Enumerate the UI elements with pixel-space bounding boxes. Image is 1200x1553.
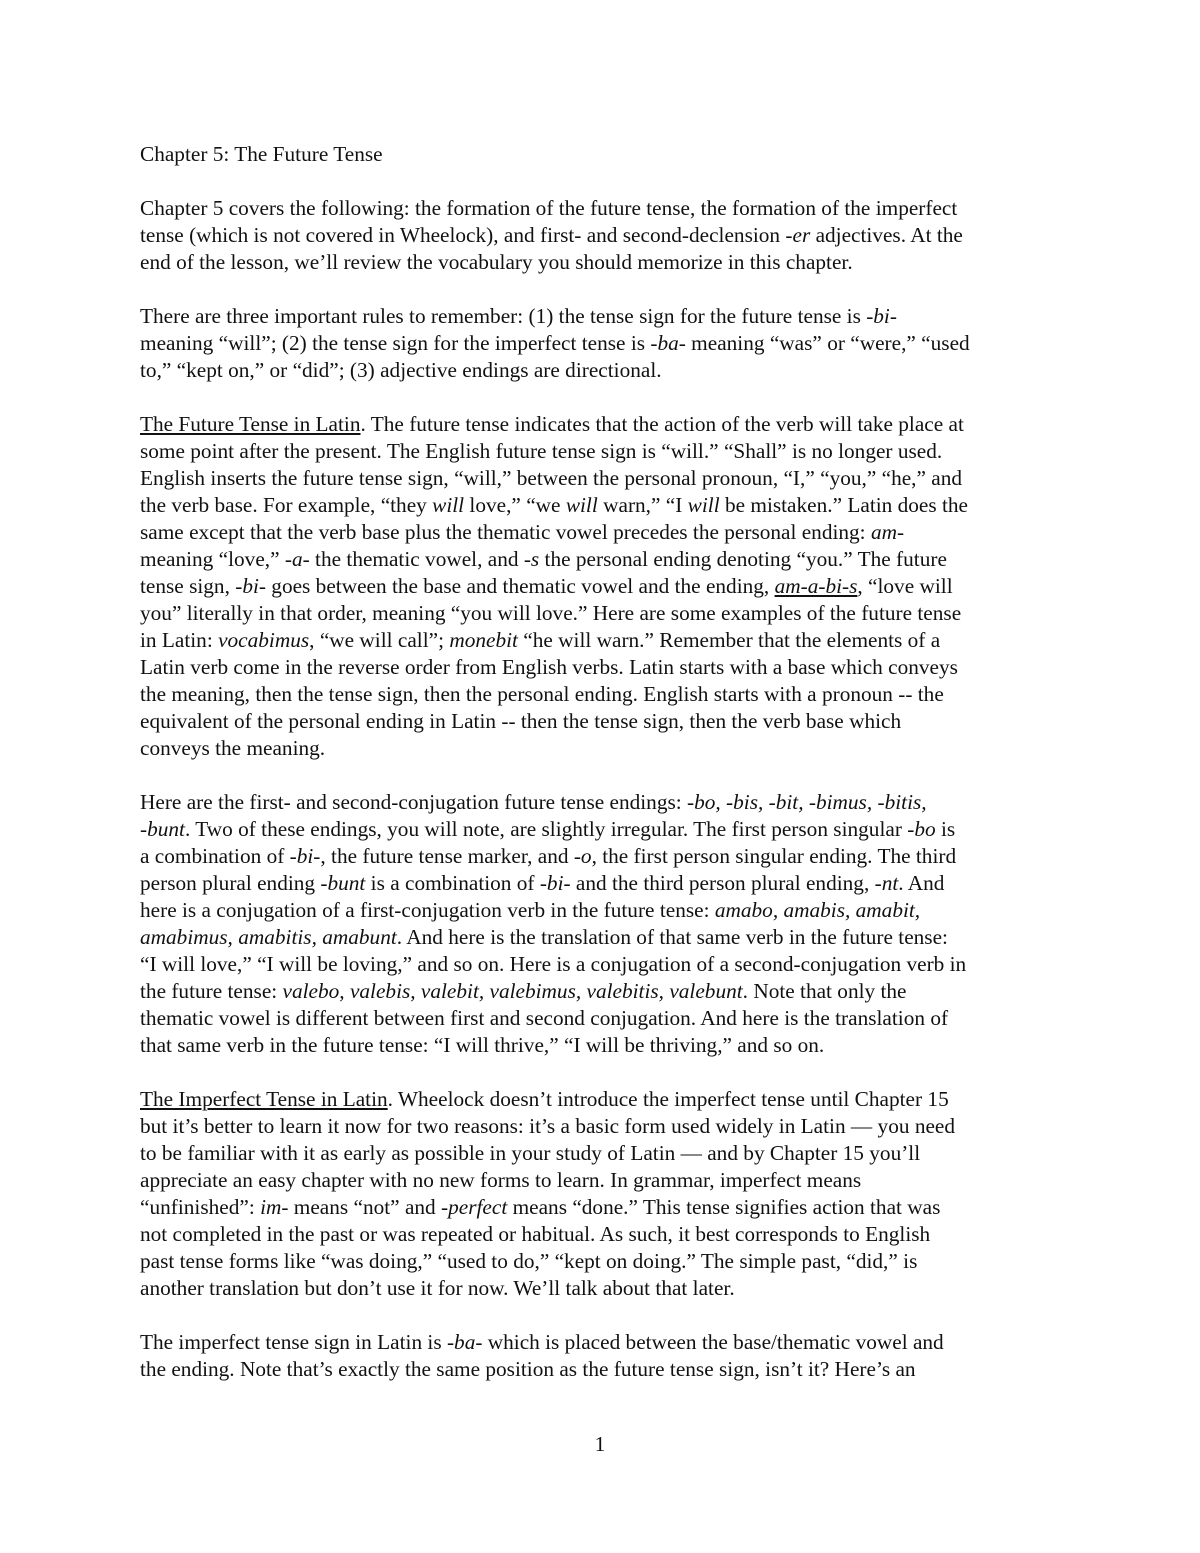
page-number: 1 xyxy=(594,1432,606,1456)
text-run: Latin verb come in the reverse order from English verbs. Latin starts with a base which conveys xyxy=(140,655,958,679)
text-line xyxy=(140,627,1070,654)
text-line xyxy=(140,303,1070,330)
italic-term: valebo, valebis, valebit, valebimus, valebitis, valebunt xyxy=(282,979,743,1003)
body-paragraph xyxy=(140,303,1070,384)
text-run: some point after the present. The English future tense sign is “will.” “Shall” is no longer used. xyxy=(140,439,943,463)
text-line xyxy=(140,600,1070,627)
text-run: end of the lesson, we’ll review the vocabulary you should memorize in this chapter. xyxy=(140,250,853,274)
text-line xyxy=(140,1032,1070,1059)
text-run: meaning “was” or “were,” “used xyxy=(685,331,970,355)
text-line xyxy=(140,465,1070,492)
text-run: “I will love,” “I will be loving,” and so on. Here is a conjugation of a second-conjugation verb in xyxy=(140,952,967,976)
text-run: Chapter 5 covers the following: the formation of the future tense, the formation of the imperfect xyxy=(140,196,958,220)
italic-term: -er xyxy=(785,223,811,247)
italic-term: will xyxy=(565,493,598,517)
text-line xyxy=(140,843,1070,870)
italic-term: -perfect xyxy=(441,1195,508,1219)
text-run: There are three important rules to remember: (1) the tense sign for the future tense is xyxy=(140,304,867,328)
text-run: goes between the base and thematic vowel and the ending, xyxy=(265,574,775,598)
text-line xyxy=(140,1005,1070,1032)
text-run: appreciate an easy chapter with no new forms to learn. In grammar, imperfect means xyxy=(140,1168,862,1192)
text-run: same except that the verb base plus the thematic vowel precedes the personal ending: xyxy=(140,520,871,544)
text-run: past tense forms like “was doing,” “used to do,” “kept on doing.” The simple past, “did,” is xyxy=(140,1249,918,1273)
text-run: and the third person plural ending, xyxy=(570,871,875,895)
italic-term: -bi- xyxy=(289,844,321,868)
italic-term: -bi- xyxy=(539,871,571,895)
italic-term: -o xyxy=(573,844,592,868)
chapter-title: Chapter 5: The Future Tense xyxy=(140,142,383,166)
text-run: warn,” “I xyxy=(597,493,688,517)
body-paragraph xyxy=(140,789,1070,1059)
text-line xyxy=(140,1221,1070,1248)
italic-term: -nt xyxy=(874,871,899,895)
text-run: . The future tense indicates that the action of the verb will take place at xyxy=(360,412,964,436)
text-run: is xyxy=(935,817,956,841)
text-run: “unfinished”: xyxy=(140,1195,261,1219)
body-paragraph xyxy=(140,195,1070,276)
italic-term: will xyxy=(687,493,720,517)
text-run: that same verb in the future tense: “I will thrive,” “I will be thriving,” and so on. xyxy=(140,1033,825,1057)
text-line xyxy=(140,330,1070,357)
text-run: another translation but don’t use it for now. We’ll talk about that later. xyxy=(140,1276,735,1300)
text-run: be mistaken.” Latin does the xyxy=(719,493,969,517)
text-line xyxy=(140,1086,1070,1113)
text-run: a combination of xyxy=(140,844,290,868)
text-run: “he will warn.” Remember that the elements of a xyxy=(517,628,941,652)
text-line xyxy=(140,951,1070,978)
italic-term: will xyxy=(432,493,465,517)
text-run: . And here is the translation of that same verb in the future tense: xyxy=(396,925,948,949)
text-run: which is placed between the base/thematic vowel and xyxy=(482,1330,944,1354)
text-line xyxy=(140,816,1070,843)
text-run: , the first person singular ending. The third xyxy=(591,844,957,868)
text-run: adjectives. At the xyxy=(810,223,963,247)
section-heading: The Imperfect Tense in Latin xyxy=(140,1087,388,1111)
text-line xyxy=(140,1194,1070,1221)
text-run: the ending. Note that’s exactly the same position as the future tense sign, isn’t it? Here’s an xyxy=(140,1357,916,1381)
text-run: tense sign, xyxy=(140,574,236,598)
text-line xyxy=(140,249,1070,276)
document-page xyxy=(140,141,1070,1383)
text-run: The imperfect tense sign in Latin is xyxy=(140,1330,447,1354)
text-run: in Latin: xyxy=(140,628,219,652)
text-line xyxy=(140,870,1070,897)
text-run: , “we will call”; xyxy=(309,628,450,652)
text-line xyxy=(140,222,1070,249)
text-run: the meaning, then the tense sign, then the personal ending. English starts with a pronoun -- the xyxy=(140,682,944,706)
text-line xyxy=(140,735,1070,762)
text-run: Here are the first- and second-conjugation future tense endings: xyxy=(140,790,688,814)
italic-term: -bunt xyxy=(320,871,366,895)
text-run: meaning “will”; (2) the tense sign for the imperfect tense is xyxy=(140,331,651,355)
section-heading: The Future Tense in Latin xyxy=(140,412,361,436)
text-run: equivalent of the personal ending in Latin -- then the tense sign, then the verb base which xyxy=(140,709,902,733)
italic-term: am- xyxy=(870,520,905,544)
text-line xyxy=(140,924,1070,951)
text-line xyxy=(140,438,1070,465)
text-run: . Note that only the xyxy=(742,979,907,1003)
italic-term: -ba- xyxy=(446,1330,483,1354)
text-line xyxy=(140,1275,1070,1302)
text-run: but it’s better to learn it now for two reasons: it’s a basic form used widely in Latin — you need xyxy=(140,1114,956,1138)
text-line xyxy=(140,654,1070,681)
text-run: here is a conjugation of a first-conjugation verb in the future tense: xyxy=(140,898,715,922)
body-paragraph xyxy=(140,1329,1070,1383)
text-line xyxy=(140,573,1070,600)
text-run: the personal ending denoting “you.” The future xyxy=(539,547,947,571)
italic-term: -bi- xyxy=(235,574,266,598)
text-run: thematic vowel is different between first and second conjugation. And here is the translation of xyxy=(140,1006,949,1030)
body-paragraph xyxy=(140,411,1070,762)
text-line xyxy=(140,681,1070,708)
text-run: not completed in the past or was repeated or habitual. As such, it best corresponds to English xyxy=(140,1222,931,1246)
italic-term: amabo, amabis, amabit, xyxy=(714,898,921,922)
body-paragraph xyxy=(140,1086,1070,1302)
text-run: , the future tense marker, and xyxy=(320,844,574,868)
text-line xyxy=(140,978,1070,1005)
text-run: . And xyxy=(898,871,945,895)
italic-term: -bo xyxy=(907,817,936,841)
text-run: to be familiar with it as early as possible in your study of Latin — and by Chapter 15 you’ll xyxy=(140,1141,921,1165)
italic-term: -ba- xyxy=(650,331,686,355)
text-run: English inserts the future tense sign, “will,” between the personal pronoun, “I,” “you,” “he,” and xyxy=(140,466,963,490)
text-run: . Wheelock doesn’t introduce the imperfect tense until Chapter 15 xyxy=(387,1087,949,1111)
text-line xyxy=(140,519,1070,546)
text-run: the future tense: xyxy=(140,979,283,1003)
text-run: means “done.” This tense signifies action that was xyxy=(507,1195,941,1219)
text-run: is a combination of xyxy=(365,871,540,895)
text-line xyxy=(140,1329,1070,1356)
text-run: person plural ending xyxy=(140,871,321,895)
text-run: to,” “kept on,” or “did”; (3) adjective endings are directional. xyxy=(140,358,662,382)
text-run: the verb base. For example, “they xyxy=(140,493,433,517)
italic-term: -bunt xyxy=(140,817,185,841)
text-line xyxy=(140,357,1070,384)
text-run: you” literally in that order, meaning “you will love.” Here are some examples of the future tense xyxy=(140,601,962,625)
italic-term: amabimus, amabitis, amabunt xyxy=(140,925,397,949)
text-run: the thematic vowel, and xyxy=(309,547,524,571)
italic-term: -bi- xyxy=(866,304,897,328)
document-body xyxy=(140,195,1070,1383)
text-line xyxy=(140,897,1070,924)
text-run: . Two of these endings, you will note, are slightly irregular. The first person singular xyxy=(184,817,908,841)
text-run: love,” “we xyxy=(464,493,566,517)
italic-term: -bo, -bis, -bit, -bimus, -bitis, xyxy=(687,790,927,814)
italic-term: -a- xyxy=(284,547,310,571)
italic-term: -s xyxy=(523,547,540,571)
text-run: conveys the meaning. xyxy=(140,736,326,760)
text-run: meaning “love,” xyxy=(140,547,285,571)
text-line xyxy=(140,411,1070,438)
italic-term: vocabimus xyxy=(218,628,310,652)
text-line xyxy=(140,1248,1070,1275)
italic-underlined-term: am-a-bi-s xyxy=(774,574,858,598)
text-line xyxy=(140,195,1070,222)
italic-term: monebit xyxy=(449,628,518,652)
text-line xyxy=(140,546,1070,573)
italic-term: im- xyxy=(260,1195,289,1219)
text-line xyxy=(140,1167,1070,1194)
text-run: tense (which is not covered in Wheelock), and first- and second-declension xyxy=(140,223,786,247)
text-run: means “not” and xyxy=(288,1195,442,1219)
text-line xyxy=(140,1140,1070,1167)
text-line xyxy=(140,1113,1070,1140)
text-run: , “love will xyxy=(857,574,953,598)
text-line xyxy=(140,708,1070,735)
text-line xyxy=(140,789,1070,816)
text-line xyxy=(140,492,1070,519)
text-line xyxy=(140,1356,1070,1383)
